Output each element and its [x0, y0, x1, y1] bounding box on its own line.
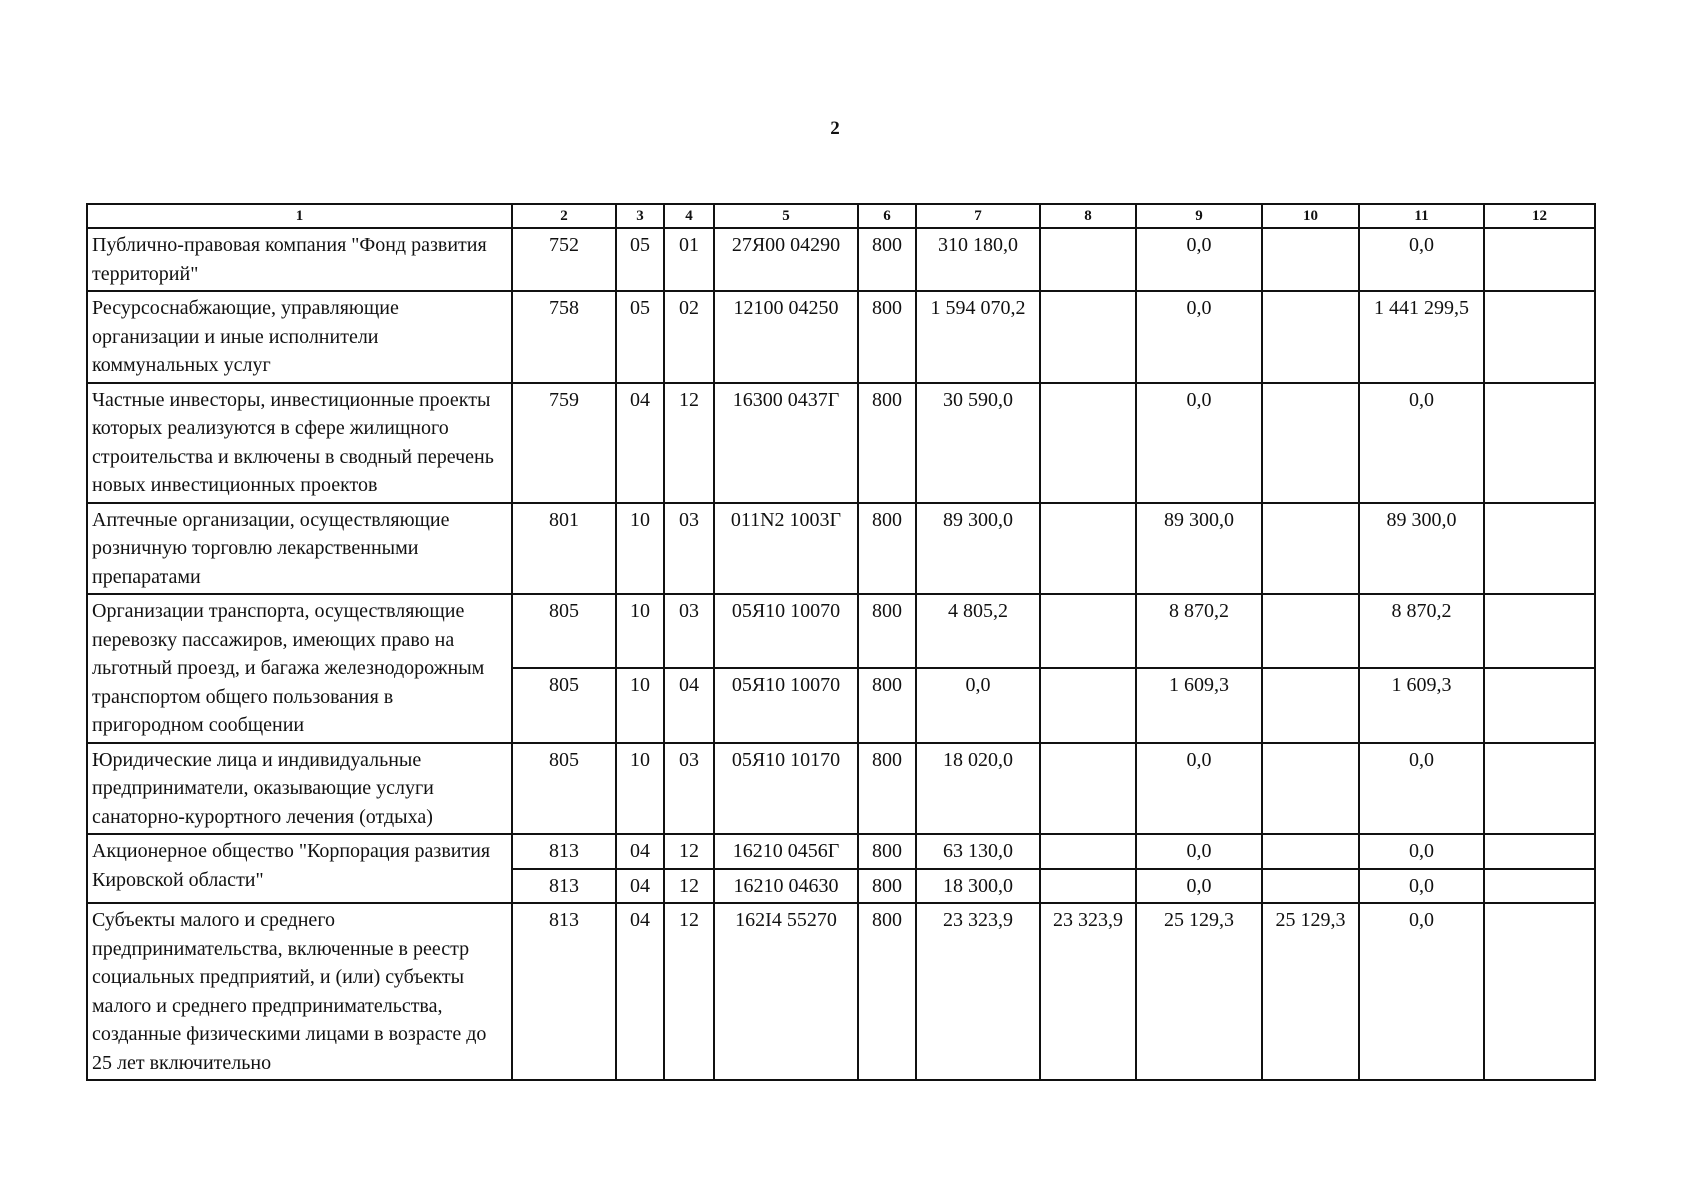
table-cell-col-2: 805: [512, 743, 616, 835]
table-cell-col-12: [1484, 903, 1595, 1080]
table-cell-col-8: [1040, 834, 1136, 869]
table-cell-col-10: [1262, 228, 1359, 291]
table-cell-col-3: 05: [616, 228, 664, 291]
table-row: [87, 228, 1595, 291]
table-cell-col-5: 05Я10 10170: [714, 743, 858, 835]
table-cell-col-10: [1262, 594, 1359, 668]
table-cell-col-5: 27Я00 04290: [714, 228, 858, 291]
table-cell-col-10: [1262, 869, 1359, 904]
column-header-2: 2: [512, 204, 616, 228]
table-cell-col-9: 25 129,3: [1136, 903, 1262, 1080]
table-cell-col-4: 03: [664, 743, 714, 835]
table-cell-col-3: 10: [616, 503, 664, 595]
table-cell-col-9: 1 609,3: [1136, 668, 1262, 742]
table-cell-col-5: 16210 04630: [714, 869, 858, 904]
table-cell-col-2: 752: [512, 228, 616, 291]
table-cell-col-9: 0,0: [1136, 743, 1262, 835]
header-row: [87, 204, 1595, 228]
table-cell-col-9: 0,0: [1136, 383, 1262, 503]
column-header-1: 1: [87, 204, 512, 228]
table-cell-col-2: 813: [512, 869, 616, 904]
table-cell-col-6: 800: [858, 503, 916, 595]
table-cell-col-8: [1040, 743, 1136, 835]
column-header-3: 3: [616, 204, 664, 228]
table-cell-col-5: 011N2 1003Г: [714, 503, 858, 595]
table-cell-col-5: 05Я10 10070: [714, 594, 858, 668]
table-cell-col-3: 04: [616, 834, 664, 869]
table-row: [87, 291, 1595, 383]
table-cell-col-6: 800: [858, 834, 916, 869]
table-cell-col-11: 0,0: [1359, 834, 1484, 869]
table-cell-col-3: 05: [616, 291, 664, 383]
table-row: [87, 383, 1595, 503]
table-cell-col-8: [1040, 383, 1136, 503]
table-cell-col-12: [1484, 291, 1595, 383]
table-cell-col-4: 12: [664, 869, 714, 904]
table-cell-col-7: 63 130,0: [916, 834, 1040, 869]
table-cell-col-2: 805: [512, 594, 616, 668]
table-cell-col-6: 800: [858, 228, 916, 291]
table-cell-col-4: 01: [664, 228, 714, 291]
page-number: 2: [830, 118, 840, 139]
recipient-name-cell: Ресурсоснабжающие, управляющие организации и иные исполнители коммунальных услуг: [87, 291, 512, 383]
column-header-11: 11: [1359, 204, 1484, 228]
table-cell-col-7: 18 020,0: [916, 743, 1040, 835]
table-cell-col-11: 1 609,3: [1359, 668, 1484, 742]
table-cell-col-6: 800: [858, 668, 916, 742]
table-cell-col-10: 25 129,3: [1262, 903, 1359, 1080]
table-cell-col-6: 800: [858, 903, 916, 1080]
table-cell-col-2: 805: [512, 668, 616, 742]
table-cell-col-5: 162I4 55270: [714, 903, 858, 1080]
table-cell-col-5: 12100 04250: [714, 291, 858, 383]
table-cell-col-11: 0,0: [1359, 869, 1484, 904]
table-cell-col-8: [1040, 503, 1136, 595]
table-cell-col-11: 0,0: [1359, 383, 1484, 503]
table-cell-col-11: 0,0: [1359, 903, 1484, 1080]
table-cell-col-7: 4 805,2: [916, 594, 1040, 668]
table-cell-col-8: 23 323,9: [1040, 903, 1136, 1080]
table-cell-col-9: 89 300,0: [1136, 503, 1262, 595]
table-cell-col-7: 0,0: [916, 668, 1040, 742]
recipient-name-cell: Организации транспорта, осуществляющие перевозку пассажиров, имеющих право на льготный проезд, и багажа железнодорожным транспортом общего пользования в пригородном сообщении: [87, 594, 512, 743]
table-cell-col-12: [1484, 228, 1595, 291]
table-cell-col-2: 759: [512, 383, 616, 503]
table-cell-col-8: [1040, 668, 1136, 742]
table-row: [87, 743, 1595, 835]
column-header-7: 7: [916, 204, 1040, 228]
table-row: [87, 594, 1595, 668]
column-header-9: 9: [1136, 204, 1262, 228]
table-cell-col-6: 800: [858, 743, 916, 835]
table-cell-col-12: [1484, 668, 1595, 742]
table-cell-col-11: 0,0: [1359, 743, 1484, 835]
table-cell-col-4: 12: [664, 834, 714, 869]
table-cell-col-11: 0,0: [1359, 228, 1484, 291]
table-cell-col-8: [1040, 869, 1136, 904]
table-cell-col-8: [1040, 291, 1136, 383]
table-cell-col-6: 800: [858, 869, 916, 904]
table-cell-col-7: 310 180,0: [916, 228, 1040, 291]
table-row: [87, 834, 1595, 869]
table-cell-col-7: 18 300,0: [916, 869, 1040, 904]
column-header-12: 12: [1484, 204, 1595, 228]
table-cell-col-10: [1262, 668, 1359, 742]
table-cell-col-2: 758: [512, 291, 616, 383]
table-cell-col-7: 30 590,0: [916, 383, 1040, 503]
table-cell-col-4: 12: [664, 903, 714, 1080]
recipient-name-cell: Юридические лица и индивидуальные предприниматели, оказывающие услуги санаторно-курортного лечения (отдыха): [87, 743, 512, 835]
table-cell-col-3: 04: [616, 383, 664, 503]
table-cell-col-11: 8 870,2: [1359, 594, 1484, 668]
table-cell-col-5: 16300 0437Г: [714, 383, 858, 503]
table-cell-col-7: 23 323,9: [916, 903, 1040, 1080]
table-cell-col-5: 05Я10 10070: [714, 668, 858, 742]
table-cell-col-5: 16210 0456Г: [714, 834, 858, 869]
table-cell-col-10: [1262, 743, 1359, 835]
table-body: [87, 204, 1595, 1080]
table-cell-col-3: 04: [616, 903, 664, 1080]
table-cell-col-9: 0,0: [1136, 869, 1262, 904]
table-cell-col-12: [1484, 503, 1595, 595]
table-cell-col-10: [1262, 383, 1359, 503]
table-cell-col-11: 89 300,0: [1359, 503, 1484, 595]
table-cell-col-8: [1040, 228, 1136, 291]
column-header-6: 6: [858, 204, 916, 228]
table-cell-col-12: [1484, 834, 1595, 869]
recipient-name-cell: Частные инвесторы, инвестиционные проекты которых реализуются в сфере жилищного строительства и включены в сводный перечень новых инвестиционных проектов: [87, 383, 512, 503]
column-header-8: 8: [1040, 204, 1136, 228]
recipient-name-cell: Акционерное общество "Корпорация развития Кировской области": [87, 834, 512, 903]
table-cell-col-9: 0,0: [1136, 291, 1262, 383]
table-cell-col-7: 1 594 070,2: [916, 291, 1040, 383]
table-cell-col-9: 0,0: [1136, 228, 1262, 291]
table-cell-col-2: 813: [512, 834, 616, 869]
table-cell-col-3: 04: [616, 869, 664, 904]
table-row: [87, 503, 1595, 595]
table-cell-col-3: 10: [616, 594, 664, 668]
table-cell-col-8: [1040, 594, 1136, 668]
table-cell-col-2: 813: [512, 903, 616, 1080]
table-cell-col-10: [1262, 291, 1359, 383]
table-cell-col-7: 89 300,0: [916, 503, 1040, 595]
column-header-10: 10: [1262, 204, 1359, 228]
table-cell-col-9: 8 870,2: [1136, 594, 1262, 668]
budget-table: [86, 203, 1596, 1081]
table-cell-col-10: [1262, 503, 1359, 595]
table-cell-col-6: 800: [858, 594, 916, 668]
column-header-5: 5: [714, 204, 858, 228]
table-cell-col-11: 1 441 299,5: [1359, 291, 1484, 383]
recipient-name-cell: Аптечные организации, осуществляющие розничную торговлю лекарственными препаратами: [87, 503, 512, 595]
table-cell-col-4: 04: [664, 668, 714, 742]
table-cell-col-2: 801: [512, 503, 616, 595]
table-cell-col-12: [1484, 743, 1595, 835]
table-cell-col-3: 10: [616, 743, 664, 835]
table-cell-col-6: 800: [858, 383, 916, 503]
table-cell-col-4: 12: [664, 383, 714, 503]
recipient-name-cell: Публично-правовая компания "Фонд развития территорий": [87, 228, 512, 291]
table-cell-col-12: [1484, 594, 1595, 668]
table-row: [87, 903, 1595, 1080]
table-cell-col-12: [1484, 869, 1595, 904]
table-cell-col-4: 02: [664, 291, 714, 383]
table-cell-col-9: 0,0: [1136, 834, 1262, 869]
table-cell-col-6: 800: [858, 291, 916, 383]
table-cell-col-4: 03: [664, 594, 714, 668]
table-cell-col-4: 03: [664, 503, 714, 595]
table-cell-col-10: [1262, 834, 1359, 869]
table-cell-col-12: [1484, 383, 1595, 503]
table-cell-col-3: 10: [616, 668, 664, 742]
recipient-name-cell: Субъекты малого и среднего предпринимательства, включенные в реестр социальных предприятий, и (или) субъекты малого и среднего предпринимательства, созданные физическими лицами в возрасте до 25 лет включительно: [87, 903, 512, 1080]
column-header-4: 4: [664, 204, 714, 228]
